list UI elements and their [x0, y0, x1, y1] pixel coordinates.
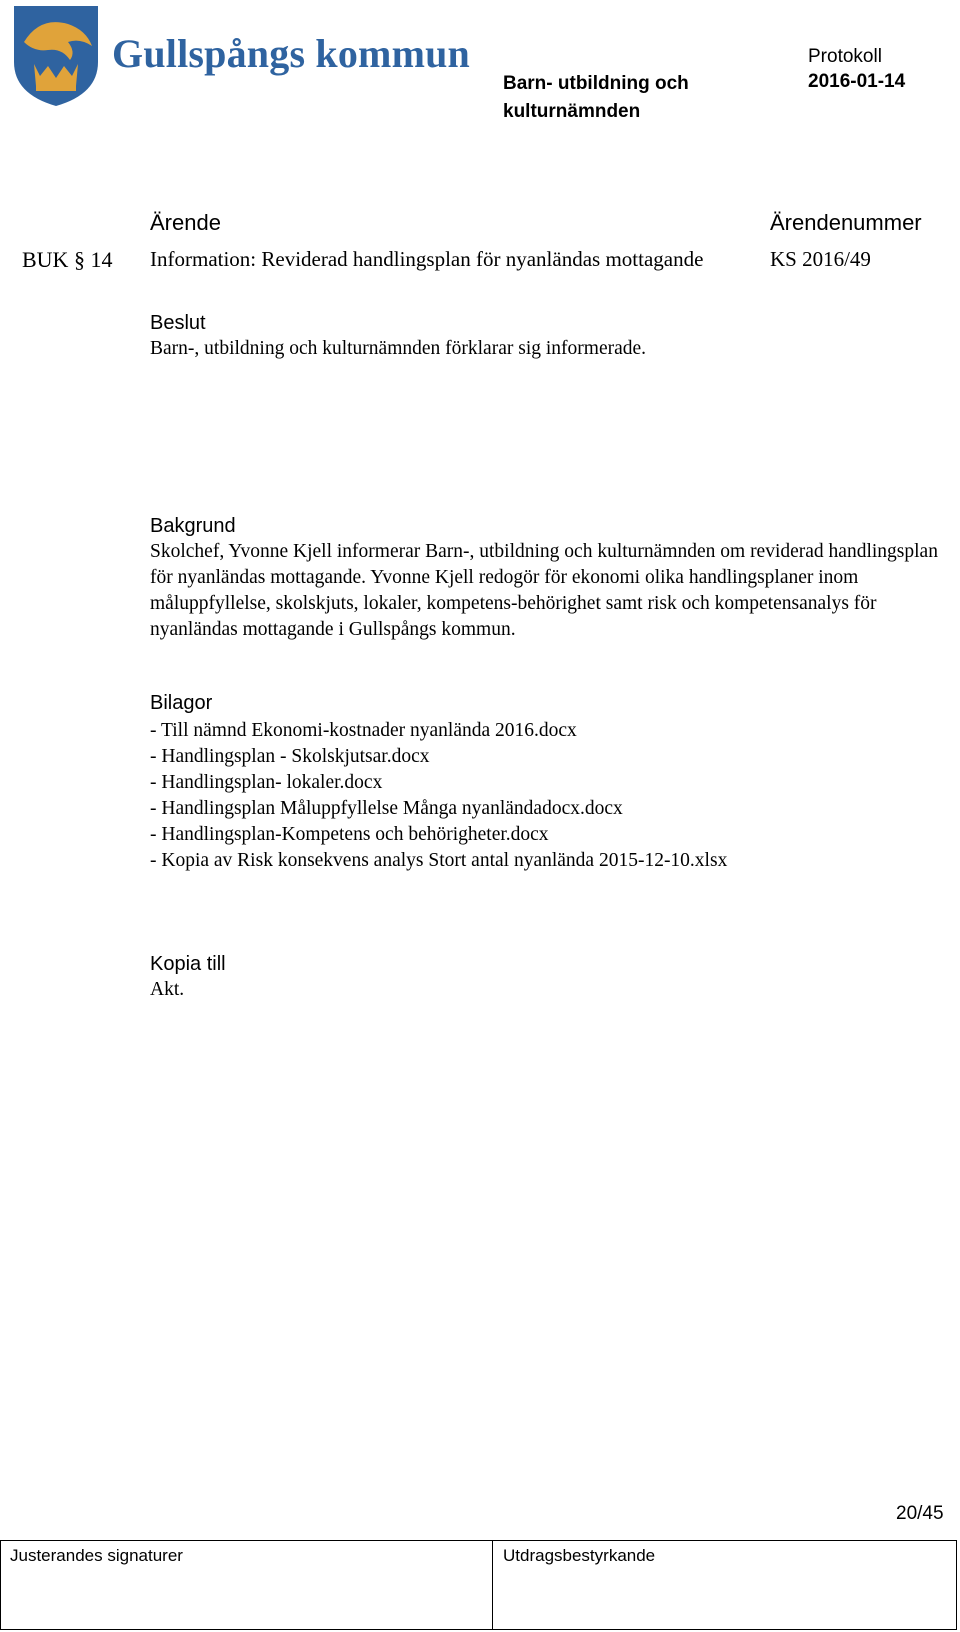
kopia-text: Akt.: [150, 979, 185, 1000]
document-type: Protokoll: [808, 46, 882, 67]
extract-label: Utdragsbestyrkande: [503, 1546, 656, 1565]
bilagor-list: [150, 718, 727, 874]
page-number: 20/45: [896, 1503, 944, 1524]
bakgrund-text: Skolchef, Yvonne Kjell informerar Barn-, utbildning och kulturnämnden om reviderad handlingsplan för nyanländas mottagande. Yvonne Kjell redogör för ekonomi olika handlingsplaner inom måluppfyllelse, skolskjuts, lokaler, kompetens-behörighet samt risk och kompetensanalys för nyanländas mottagande i Gullspångs kommun.: [150, 541, 938, 640]
case-number: BUK § 14: [22, 247, 113, 272]
arendenummer-label: Ärendenummer: [770, 210, 922, 235]
beslut-heading: Beslut: [150, 312, 206, 334]
document-date: 2016-01-14: [808, 71, 906, 92]
bakgrund-heading: Bakgrund: [150, 515, 236, 537]
bilaga-item: - Kopia av Risk konsekvens analys Stort antal nyanlända 2015-12-10.xlsx: [150, 850, 728, 871]
bilaga-item: - Handlingsplan-Kompetens och behörigheter.docx: [150, 824, 549, 845]
bilagor-heading: Bilagor: [150, 692, 213, 714]
signatures-label: Justerandes signaturer: [10, 1546, 183, 1565]
beslut-text: Barn-, utbildning och kulturnämnden förklarar sig informerade.: [150, 338, 647, 359]
kopia-heading: Kopia till: [150, 953, 226, 975]
bilaga-item: - Handlingsplan- lokaler.docx: [150, 772, 383, 793]
committee-name: Barn- utbildning och kulturnämnden: [503, 73, 689, 122]
bilaga-item: - Handlingsplan - Skolskjutsar.docx: [150, 746, 430, 767]
bilaga-item: - Till nämnd Ekonomi-kostnader nyanlända 2016.docx: [150, 720, 577, 741]
municipality-name: Gullspångs kommun: [112, 31, 470, 76]
case-title: Information: Reviderad handlingsplan för nyanländas mottagande: [150, 247, 704, 271]
municipality-crest-icon: [10, 2, 102, 110]
signature-box-divider: [492, 1540, 493, 1630]
bilaga-item: - Handlingsplan Måluppfyllelse Många nyanländadocx.docx: [150, 798, 623, 819]
arende-label: Ärende: [150, 210, 221, 235]
case-reference: KS 2016/49: [770, 247, 871, 271]
